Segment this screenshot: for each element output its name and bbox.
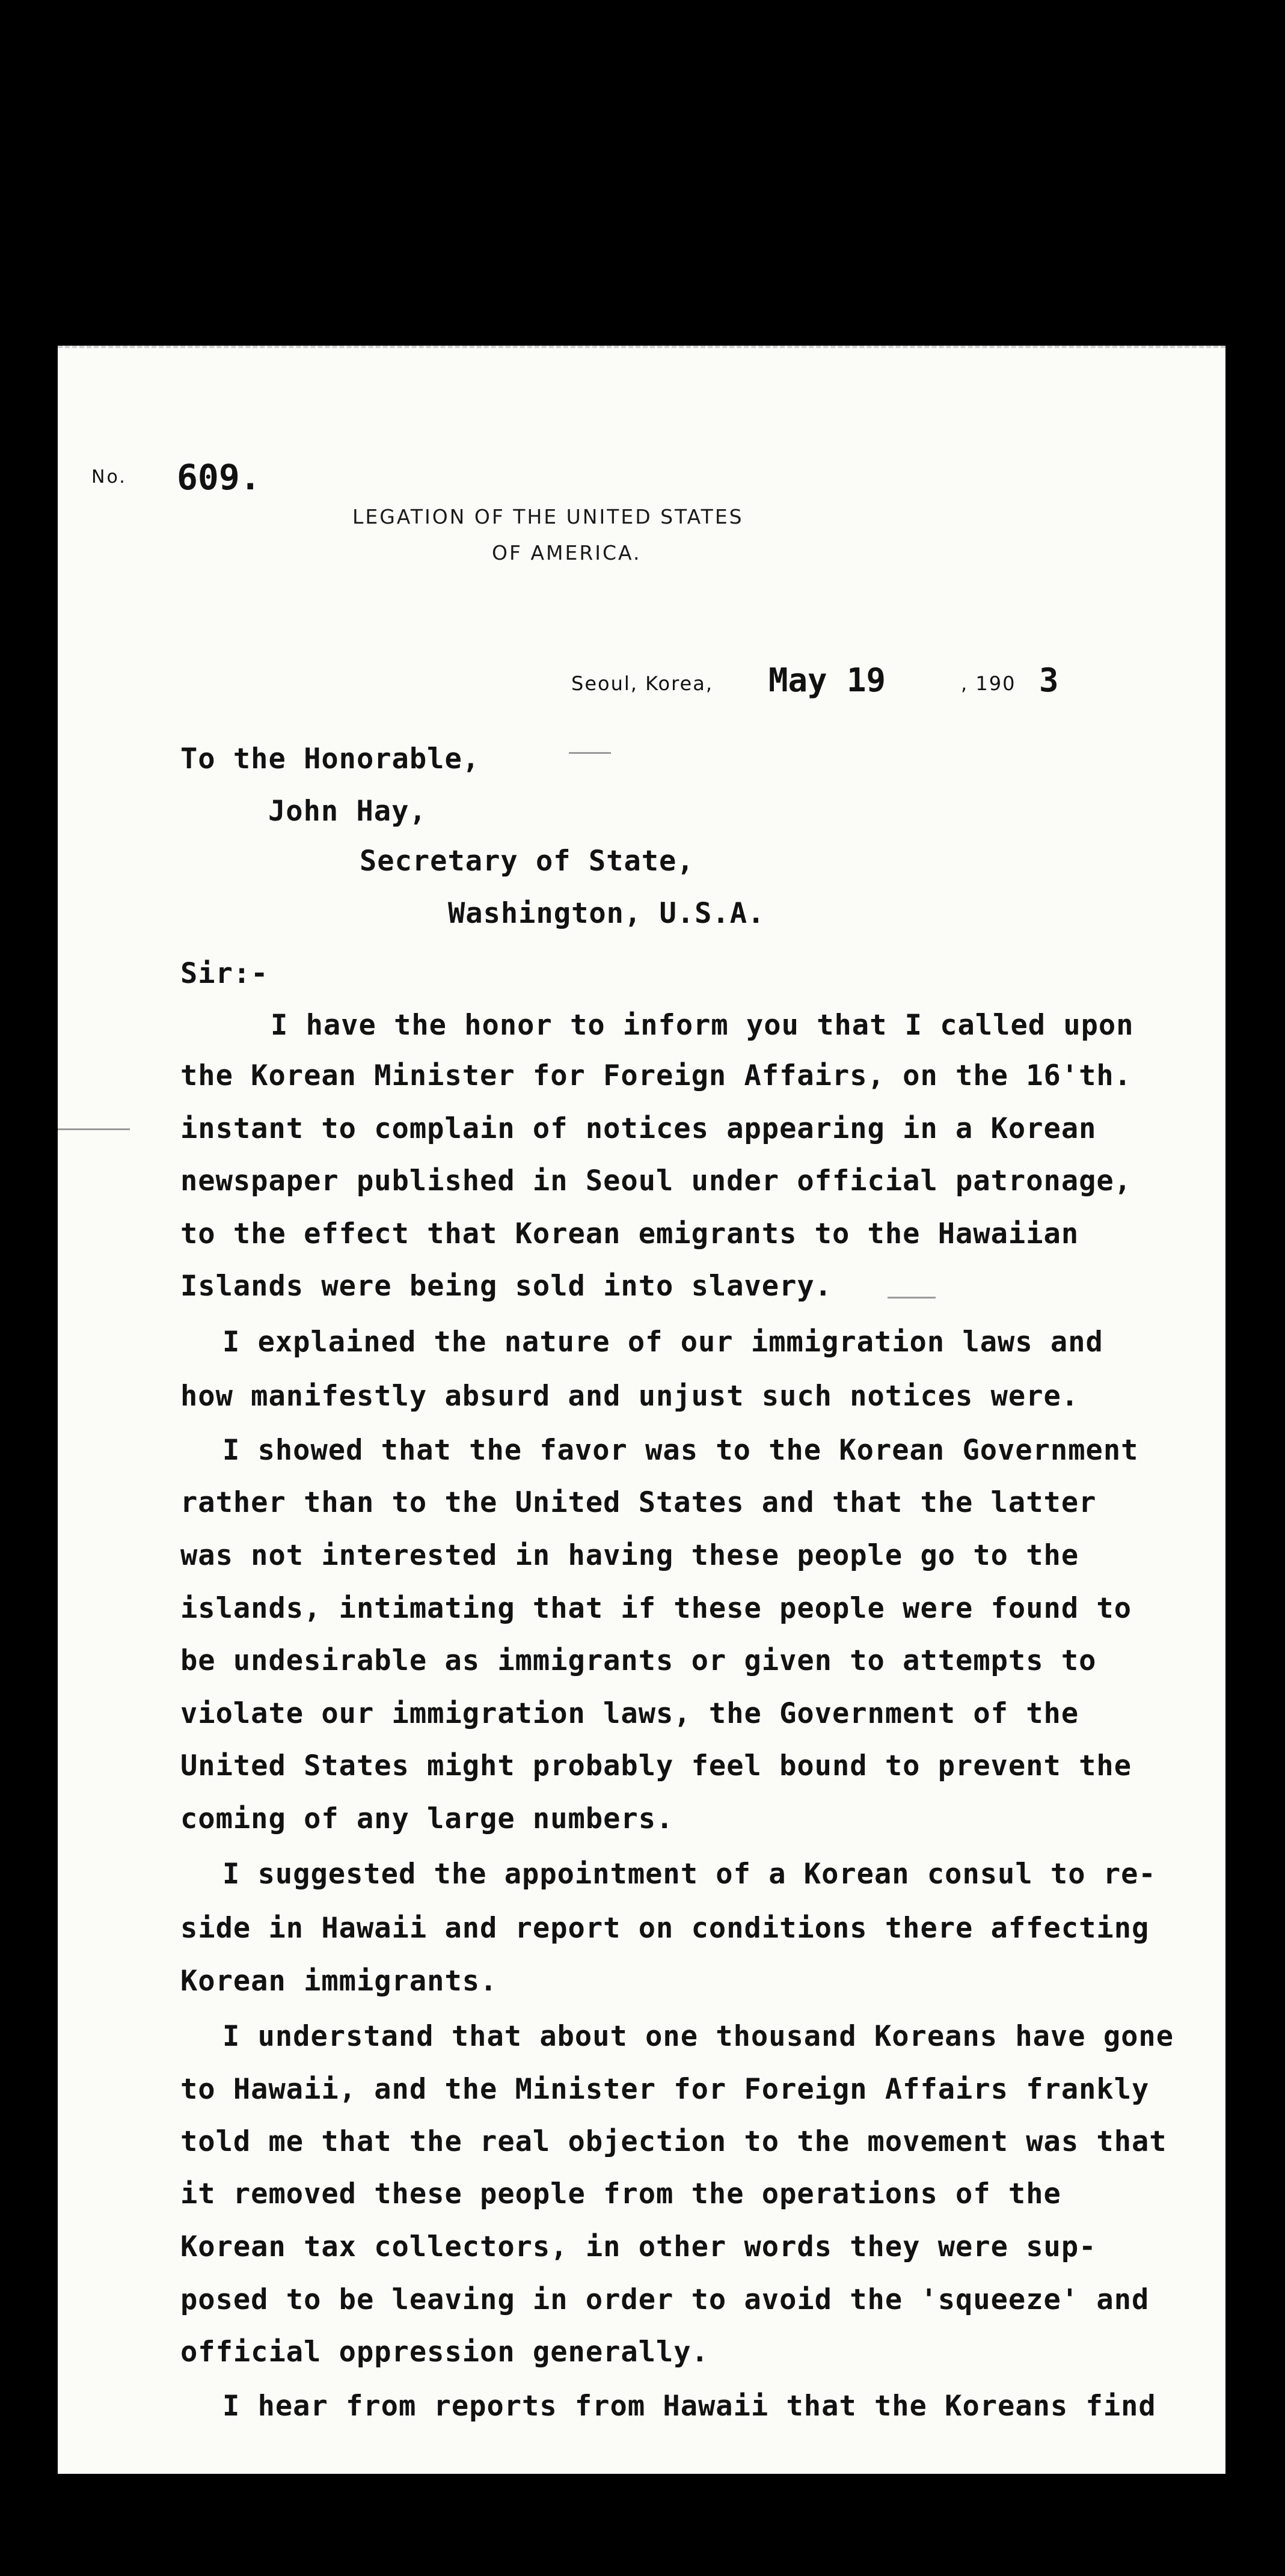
- body-line: I suggested the appointment of a Korean consul to re-: [222, 1858, 1156, 1891]
- address-line-2: John Hay,: [268, 795, 427, 828]
- body-line: it removed these people from the operations of the: [180, 2177, 1061, 2210]
- document-number: 609.: [177, 457, 261, 498]
- body-line: how manifestly absurd and unjust such notices were.: [180, 1380, 1079, 1413]
- address-line-4: Washington, U.S.A.: [448, 897, 765, 930]
- dateline-year-suffix: 3: [1039, 661, 1059, 699]
- body-line: I have the honor to inform you that I called upon: [271, 1009, 1134, 1042]
- body-line: newspaper published in Seoul under official patronage,: [180, 1164, 1132, 1198]
- body-line: to the effect that Korean emigrants to the Hawaiian: [180, 1217, 1079, 1250]
- address-line-3: Secretary of State,: [360, 845, 695, 878]
- legation-heading-line1: LEGATION OF THE UNITED STATES: [352, 505, 744, 528]
- body-line: rather than to the United States and that the latter: [180, 1486, 1097, 1519]
- body-line: I understand that about one thousand Koreans have gone: [222, 2020, 1174, 2053]
- dateline-month-day: May 19: [768, 661, 886, 699]
- legation-heading-line2: OF AMERICA.: [492, 541, 642, 564]
- body-line: coming of any large numbers.: [180, 1802, 674, 1835]
- body-line: Islands were being sold into slavery.: [180, 1270, 832, 1303]
- body-line: United States might probably feel bound to prevent the: [180, 1749, 1132, 1782]
- body-line: Korean immigrants.: [180, 1965, 498, 1998]
- body-line: instant to complain of notices appearing in a Korean: [180, 1112, 1097, 1145]
- body-line: to Hawaii, and the Minister for Foreign Affairs frankly: [180, 2073, 1150, 2106]
- document-number-label: No.: [91, 467, 127, 488]
- scan-mark: [58, 1128, 130, 1130]
- address-line-1: To the Honorable,: [180, 742, 480, 776]
- body-line: side in Hawaii and report on conditions there affecting: [180, 1912, 1150, 1945]
- body-line: the Korean Minister for Foreign Affairs, on the 16'th.: [180, 1059, 1132, 1092]
- body-line: islands, intimating that if these people were found to: [180, 1592, 1132, 1625]
- scan-mark: [569, 752, 611, 754]
- body-line: violate our immigration laws, the Government of the: [180, 1697, 1079, 1730]
- body-line: was not interested in having these people go to the: [180, 1539, 1079, 1572]
- body-line: official oppression generally.: [180, 2336, 709, 2369]
- body-line: I hear from reports from Hawaii that the Koreans find: [222, 2390, 1156, 2423]
- body-line: I explained the nature of our immigration laws and: [222, 1326, 1103, 1359]
- body-line: Korean tax collectors, in other words they were sup-: [180, 2230, 1097, 2263]
- body-line: I showed that the favor was to the Korean Government: [222, 1434, 1139, 1467]
- scan-mark: [888, 1297, 936, 1299]
- dateline-year-prefix: , 190: [961, 672, 1016, 695]
- body-line: told me that the real objection to the movement was that: [180, 2125, 1167, 2158]
- dateline-place: Seoul, Korea,: [571, 672, 713, 695]
- body-line: posed to be leaving in order to avoid the 'squeeze' and: [180, 2283, 1150, 2316]
- body-line: be undesirable as immigrants or given to attempts to: [180, 1644, 1097, 1677]
- salutation: Sir:-: [180, 957, 269, 990]
